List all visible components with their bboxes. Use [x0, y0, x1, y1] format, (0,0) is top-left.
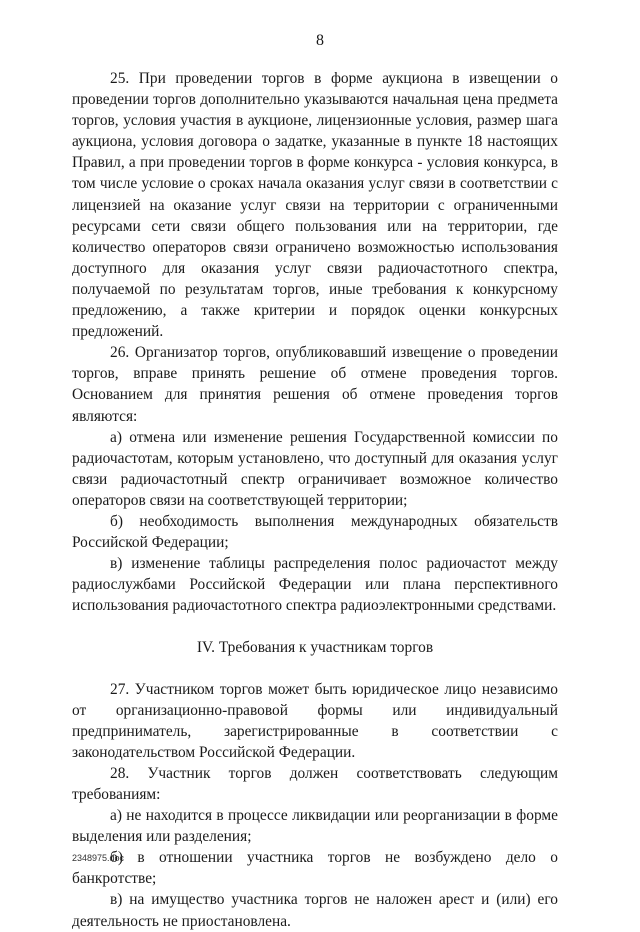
paragraph-28-b: б) в отношении участника торгов не возбуждено дело о банкротстве;	[72, 849, 558, 888]
paragraph-26-a: а) отмена или изменение решения Государственной комиссии по радиочастотам, которым установлено, что доступный для оказания услуг связи радиочастотный спектр ограничивает возможное количество операторов связи на соответствующей территории;	[72, 428, 558, 509]
paragraph-25: 25. При проведении торгов в форме аукциона в извещении о проведении торгов дополнительно указываются начальная цена предмета торгов, условия участия в аукционе, лицензионные условия, размер шага аукциона, условия договора о задатке, указанные в пункте 18 настоящих Правил, а при проведении торгов в форме конкурса - условия конкурса, в том числе условие о сроках начала оказания услуг связи в соответствии с лицензией на оказание услуг связи на территории с ограниченными ресурсами сети связи общего пользования или на территории, где количество операторов связи ограничено возможностью использования доступного для оказания услуг связи радиочастотного спектра, получаемой по результатам торгов, иные требования к конкурсному предложению, а также критерии и порядок оценки конкурсных предложений.	[72, 70, 558, 341]
paragraph-26-b: б) необходимость выполнения международных обязательств Российской Федерации;	[72, 512, 558, 552]
paragraph-27: 27. Участником торгов может быть юридическое лицо независимо от организационно-правовой формы или индивидуальный предприниматель, зарегистрированные в соответствии с законодательством Российской Федерации.	[72, 680, 558, 761]
paragraph-26-v: в) изменение таблицы распределения полос радиочастот между радиослужбами Российской Федерации или плана перспективного использования радиочастотного спектра радиоэлектронными средствами.	[72, 555, 558, 615]
paragraph-28: 28. Участник торгов должен соответствовать следующим требованиям:	[72, 764, 558, 803]
document-body	[72, 68, 558, 932]
page-number: 8	[316, 32, 324, 49]
paragraph-28-a: а) не находится в процессе ликвидации или реорганизации в форме выделения или разделения;	[72, 807, 558, 846]
section-title: IV. Требования к участникам торгов	[196, 639, 434, 657]
paragraph-28-v: в) на имущество участника торгов не наложен арест и (или) его деятельность не приостановлена.	[72, 891, 558, 930]
footer-filename: 2348975.doc	[72, 853, 125, 863]
paragraph-26: 26. Организатор торгов, опубликовавший извещение о проведении торгов, вправе принять решение об отмене проведения торгов. Основанием для принятия решения об отмене проведения торгов являются:	[72, 344, 558, 425]
